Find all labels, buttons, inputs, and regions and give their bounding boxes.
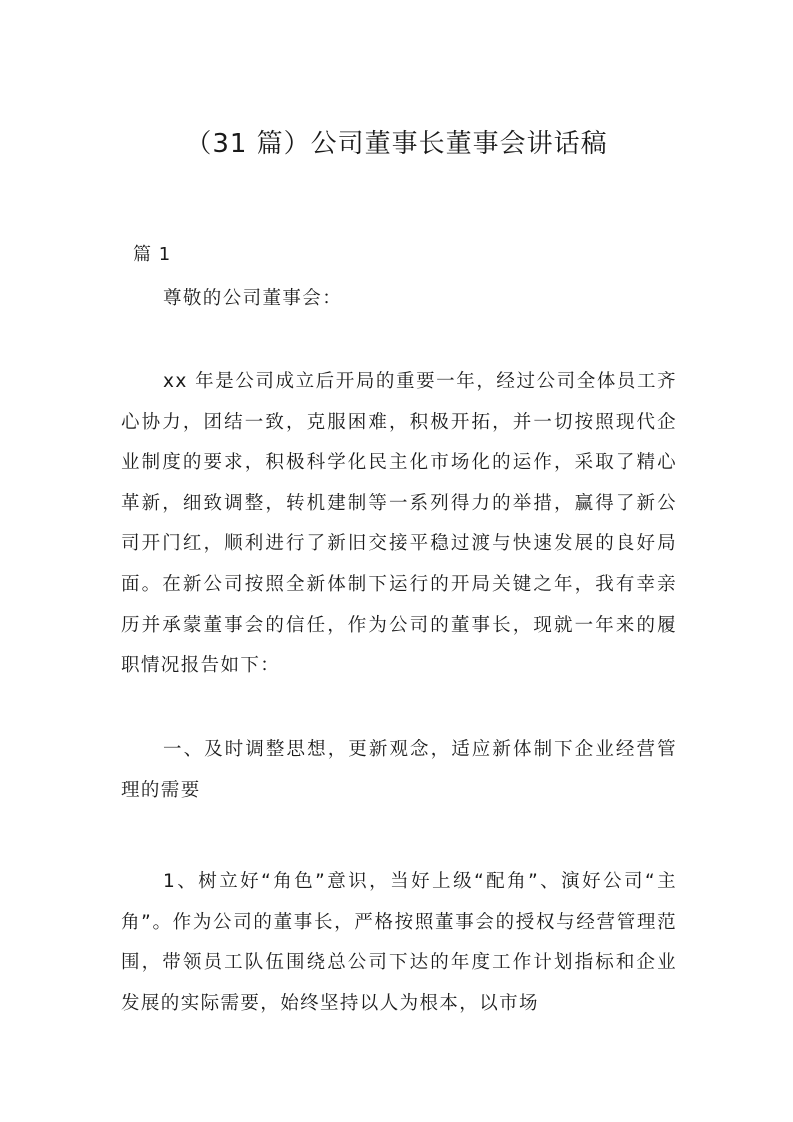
paragraph-intro: xx 年是公司成立后开局的重要一年，经过公司全体员工齐心协力，团结一致，克服困难，积极开拓，并一切按照现代企业制度的要求，积极科学化民主化市场化的运作，采取了精心革新，细致调整，转机建制等一系列得力的举措，赢得了新公司开门红，顺利进行了新旧交接平稳过渡与快速发展的良好局面。在新公司按照全新体制下运行的开局关键之年，我有幸亲历并承蒙董事会的信任，作为公司的董事长，现就一年来的履职情况报告如下： xyxy=(121,371,677,677)
salutation: 尊敬的公司董事会： xyxy=(163,288,343,309)
document-title: （31 篇）公司董事长董事会讲话稿 xyxy=(185,129,608,159)
heading-section-one: 一、及时调整思想，更新观念，适应新体制下企业经营管理的需要 xyxy=(121,739,677,801)
section-label: 篇 1 xyxy=(133,244,172,265)
paragraph-role-awareness: 1、树立好“角色”意识，当好上级“配角”、演好公司“主角”。作为公司的董事长，严格按照董事会的授权与经营管理范围，带领员工队伍围绕总公司下达的年度工作计划指标和企业发展的实际需要，始终坚持以人为根本，以市场 xyxy=(121,871,677,1014)
